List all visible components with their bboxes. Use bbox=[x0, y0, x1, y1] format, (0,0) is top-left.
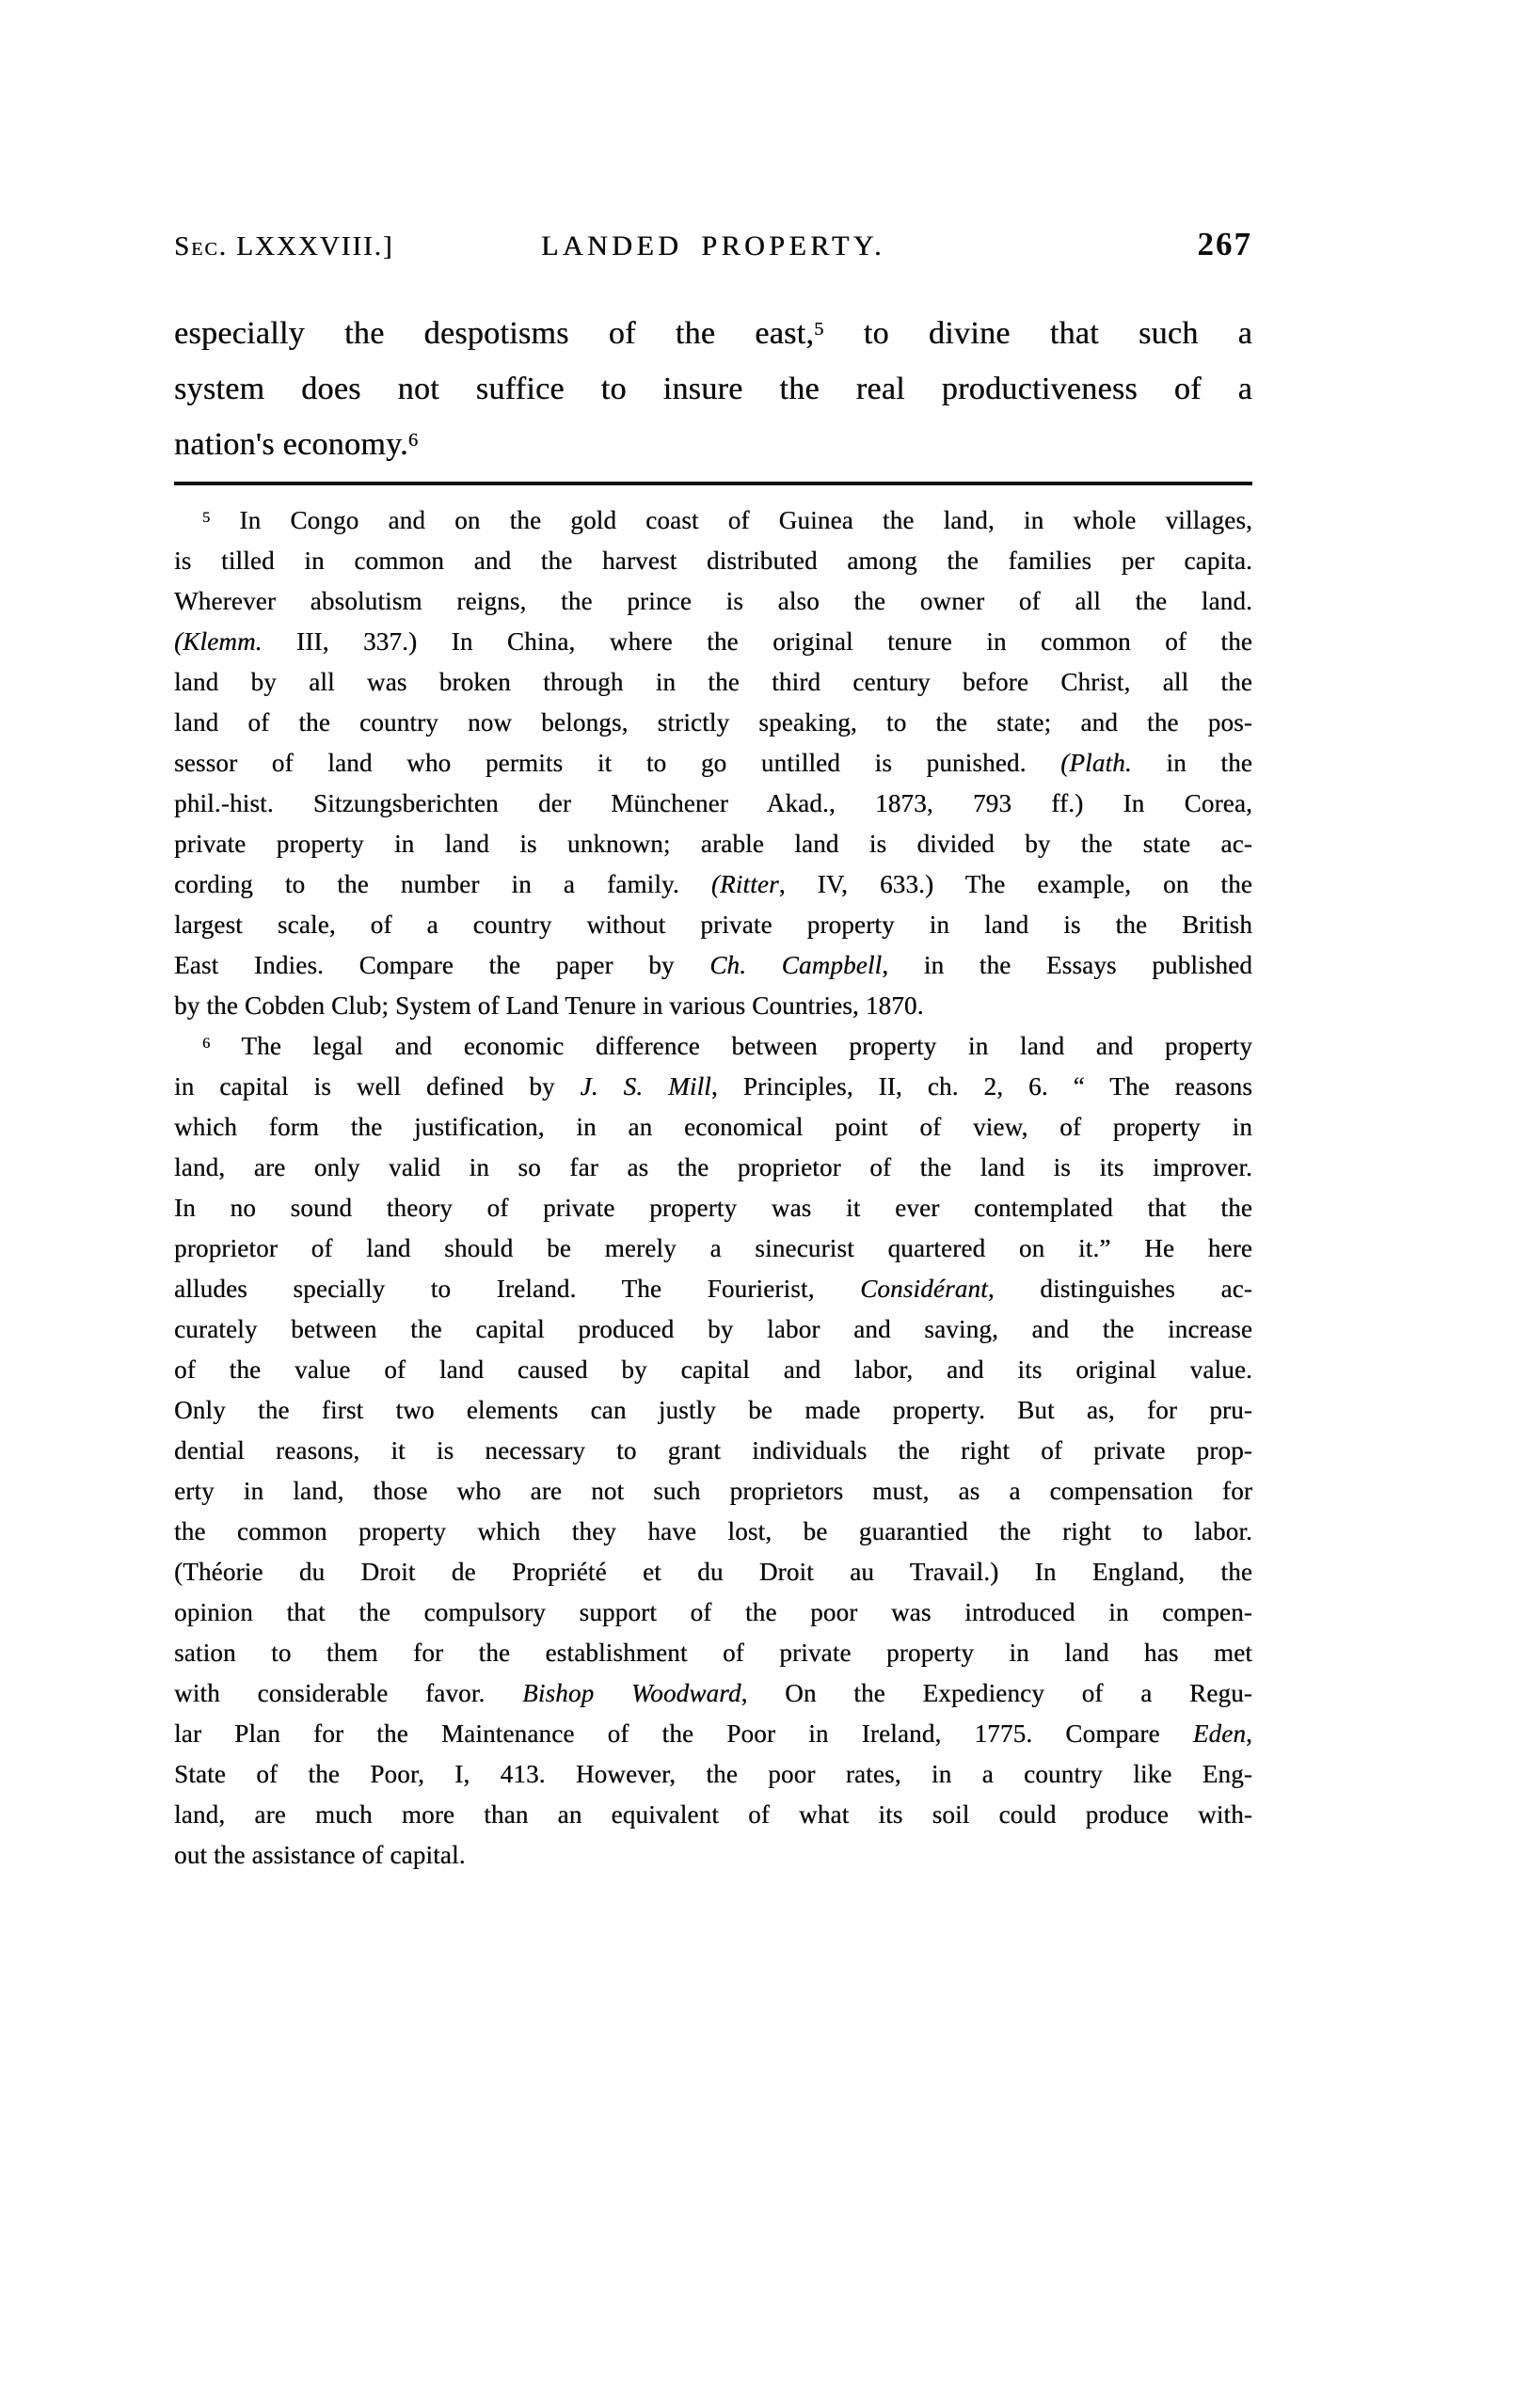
page-title: LANDED PROPERTY. bbox=[541, 230, 886, 261]
footnotes-section bbox=[174, 500, 1252, 1876]
text-line: (Klemm. III, 337.) In China, where the original tenure in common of the bbox=[174, 627, 1252, 656]
text-line: erty in land, those who are not such proprietors must, as a compensation for bbox=[174, 1477, 1252, 1505]
text-line: in capital is well defined by J. S. Mill, Principles, II, ch. 2, 6. “ The reasons bbox=[174, 1072, 1252, 1101]
text-line: Only the first two elements can justly be made property. But as, for pru- bbox=[174, 1396, 1252, 1424]
text-line: $^5$ In Congo and on the gold coast of Guinea the land, in whole villages, bbox=[202, 506, 1252, 534]
text-line: alludes specially to Ireland. The Fourierist, Considérant, distinguishes ac- bbox=[174, 1275, 1253, 1303]
text-line: proprietor of land should be merely a sinecurist quartered on it.” He here bbox=[174, 1234, 1252, 1262]
text-line: opinion that the compulsory support of the poor was introduced in compen- bbox=[174, 1598, 1252, 1626]
footnote-rule bbox=[174, 482, 1252, 485]
page-content bbox=[174, 0, 1252, 1876]
page-header bbox=[174, 226, 1252, 263]
page-number: 267 bbox=[1197, 226, 1253, 262]
text-line: sation to them for the establishment of private property in land has met bbox=[174, 1639, 1252, 1667]
text-line: dential reasons, it is necessary to grant individuals the right of private prop- bbox=[174, 1436, 1252, 1465]
text-line: is tilled in common and the harvest distributed among the families per capita. bbox=[174, 547, 1252, 575]
text-line: State of the Poor, I, 413. However, the poor rates, in a country like Eng- bbox=[174, 1760, 1252, 1788]
text-line: private property in land is unknown; arable land is divided by the state ac- bbox=[174, 830, 1252, 858]
text-line: out the assistance of capital. bbox=[174, 1841, 466, 1869]
text-line: of the value of land caused by capital and labor, and its original value. bbox=[174, 1355, 1252, 1384]
text-line: land by all was broken through in the third century before Christ, all the bbox=[174, 668, 1252, 696]
footnote-6 bbox=[174, 1026, 1252, 1876]
text-line: phil.-hist. Sitzungsberichten der Münchener Akad., 1873, 793 ff.) In Corea, bbox=[174, 789, 1252, 817]
text-line: (Théorie du Droit de Propriété et du Droit au Travail.) In England, the bbox=[174, 1558, 1252, 1586]
text-line: by the Cobden Club; System of Land Tenure in various Countries, 1870. bbox=[174, 991, 924, 1020]
text-line: the common property which they have lost, be guarantied the right to labor. bbox=[174, 1517, 1252, 1545]
text-line: especially the despotisms of the east,$^5$ to divine that such a bbox=[174, 316, 1252, 351]
text-line: $^6$ The legal and economic difference between property in land and property bbox=[202, 1032, 1252, 1060]
text-line: Wherever absolutism reigns, the prince is also the owner of all the land. bbox=[174, 587, 1252, 615]
footnote-5 bbox=[174, 500, 1252, 1026]
text-line: system does not suffice to insure the real productiveness of a bbox=[174, 372, 1252, 406]
text-line: In no sound theory of private property was it ever contemplated that the bbox=[174, 1194, 1252, 1222]
text-line: largest scale, of a country without private property in land is the British bbox=[174, 911, 1252, 939]
text-line: which form the justification, in an economical point of view, of property in bbox=[174, 1113, 1252, 1141]
text-line: land, are much more than an equivalent of what its soil could produce with- bbox=[174, 1800, 1252, 1829]
section-label: Sec. LXXXVIII.] bbox=[174, 231, 394, 261]
text-line: cording to the number in a family. (Ritter, IV, 633.) The example, on the bbox=[174, 870, 1252, 898]
text-line: land, are only valid in so far as the proprietor of the land is its improver. bbox=[174, 1153, 1252, 1181]
text-line: nation's economy.$^6$ bbox=[174, 427, 419, 462]
text-line: sessor of land who permits it to go untilled is punished. (Plath. in the bbox=[174, 749, 1252, 777]
text-line: lar Plan for the Maintenance of the Poor in Ireland, 1775. Compare Eden, bbox=[174, 1719, 1252, 1748]
text-line: with considerable favor. Bishop Woodward, On the Expediency of a Regu- bbox=[174, 1679, 1252, 1707]
text-line: land of the country now belongs, strictly speaking, to the state; and the pos- bbox=[174, 708, 1252, 737]
text-line: curately between the capital produced by labor and saving, and the increase bbox=[174, 1315, 1252, 1343]
body-paragraph bbox=[174, 306, 1252, 472]
text-line: East Indies. Compare the paper by Ch. Campbell, in the Essays published bbox=[174, 951, 1253, 979]
